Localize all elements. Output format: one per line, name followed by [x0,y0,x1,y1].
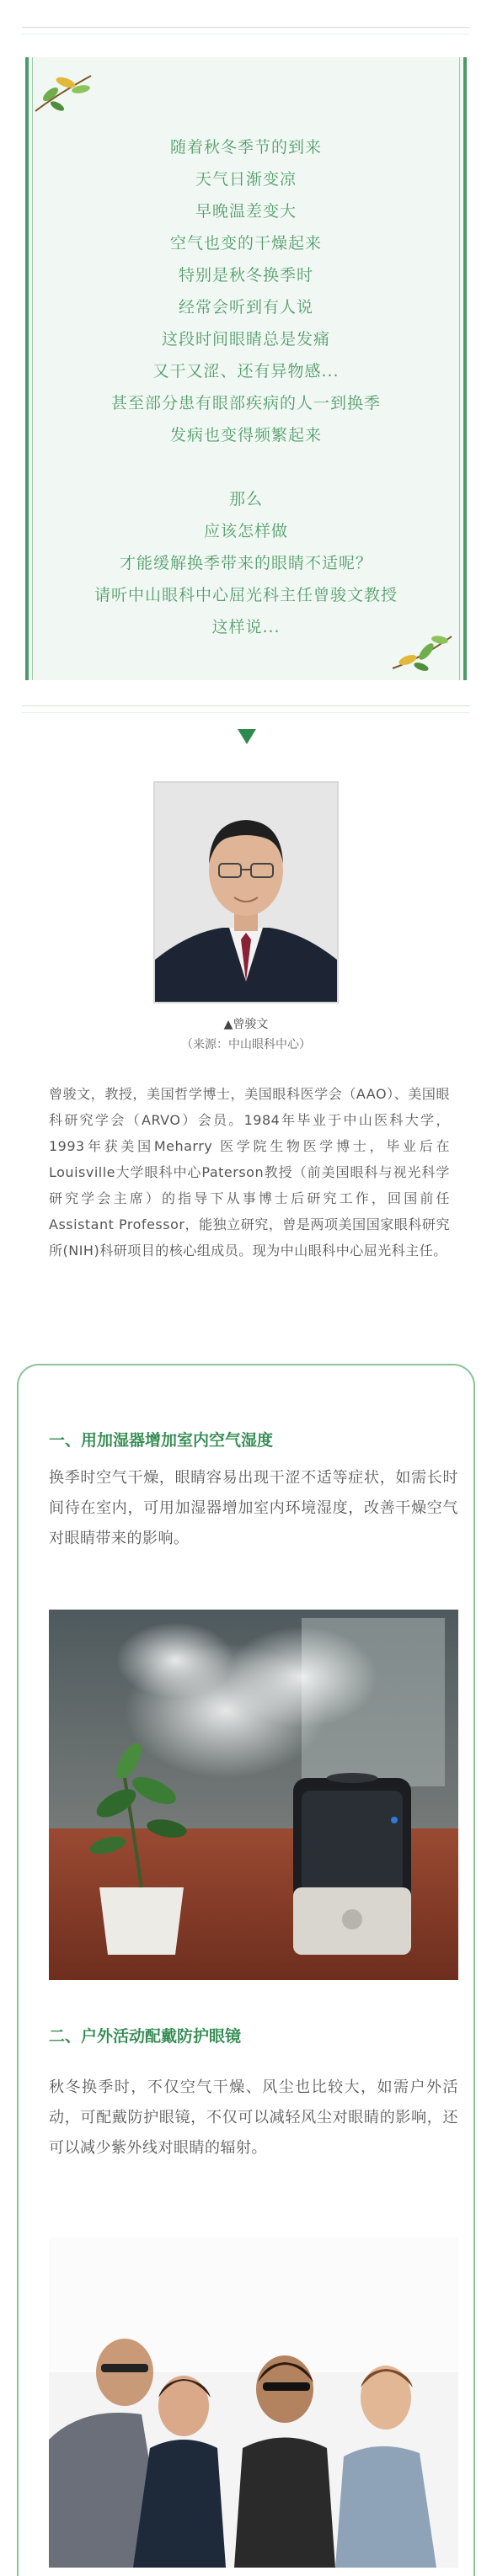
intro-line: 发病也变得频繁起来 [169,426,322,444]
intro-line: 又干又涩、还有异物感... [152,362,340,381]
friends-photo [49,2238,458,2568]
section-body: 秋冬换季时，不仅空气干燥、风尘也比较大，如需户外活动，可配戴防护眼镜，不仅可以减轻风尘对眼睛的影响，还可以减少紫外线对眼睛的辐射。 [49,2078,458,2157]
portrait-name-caption: ▲曾骏文 [223,1018,269,1031]
intro-line: 那么 [228,490,263,508]
leaf-branch-icon [388,628,455,675]
top-divider-secondary [22,34,470,35]
section-body: 换季时空气干燥，眼睛容易出现干涩不适等症状，如需长时间待在室内，可用加湿器增加室内环境湿度，改善干燥空气对眼睛带来的影响。 [49,1469,458,1547]
humidifier-photo [49,1610,458,1980]
section-divider-secondary [22,712,470,713]
portrait-source-caption: （来源：中山眼科中心） [181,1038,311,1051]
intro-line: 请听中山眼科中心屈光科主任曾骏文教授 [94,586,398,604]
arrow-down-icon [238,729,256,744]
intro-text-block [29,131,463,643]
top-divider [22,27,470,28]
intro-line: 才能缓解换季带来的眼睛不适呢？ [119,554,372,572]
intro-line: 空气也变的干燥起来 [169,234,322,253]
intro-line: 这段时间眼睛总是发痛 [161,330,330,349]
portrait-photo [153,781,339,1003]
friends-illustration [49,2238,458,2568]
leaf-branch-icon [32,69,99,116]
humidifier-illustration [49,1610,458,1980]
section-title: 一、用加湿器增加室内空气湿度 [49,1431,274,1450]
section-divider [22,705,470,706]
section-title: 二、户外活动配戴防护眼镜 [49,2027,242,2046]
portrait-illustration [155,783,337,1002]
intro-line: 早晚温差变大 [195,202,297,221]
intro-line: 特别是秋冬换季时 [178,266,313,285]
intro-card [25,57,467,680]
intro-line: 天气日渐变凉 [195,170,297,189]
intro-line: 这样说... [211,618,281,636]
intro-line: 经常会听到有人说 [178,298,313,317]
bio-paragraph: 曾骏文，教授，美国哲学博士，美国眼科医学会（AAO）、美国眼科研究学会（ARVO）会员。1984年毕业于中山医科大学，1993年获美国Meharry 医学院生物医学博士，毕业后在Louisville大学眼科中心Paterson教授（前美国眼科与视光科学研究学会主席）的指导下从事博士后研究工作，回国前任Assistant Professor，能独立研究，曾是两项美国国家眼科研究所(NIH)科研项目的核心组成员。现为中山眼科中心屈光科主任。 [49,1086,450,1259]
intro-line-spacer [29,451,463,483]
intro-line: 甚至部分患有眼部疾病的人一到换季 [110,394,381,412]
intro-line: 应该怎样做 [203,522,288,540]
intro-line: 随着秋冬季节的到来 [169,138,322,157]
